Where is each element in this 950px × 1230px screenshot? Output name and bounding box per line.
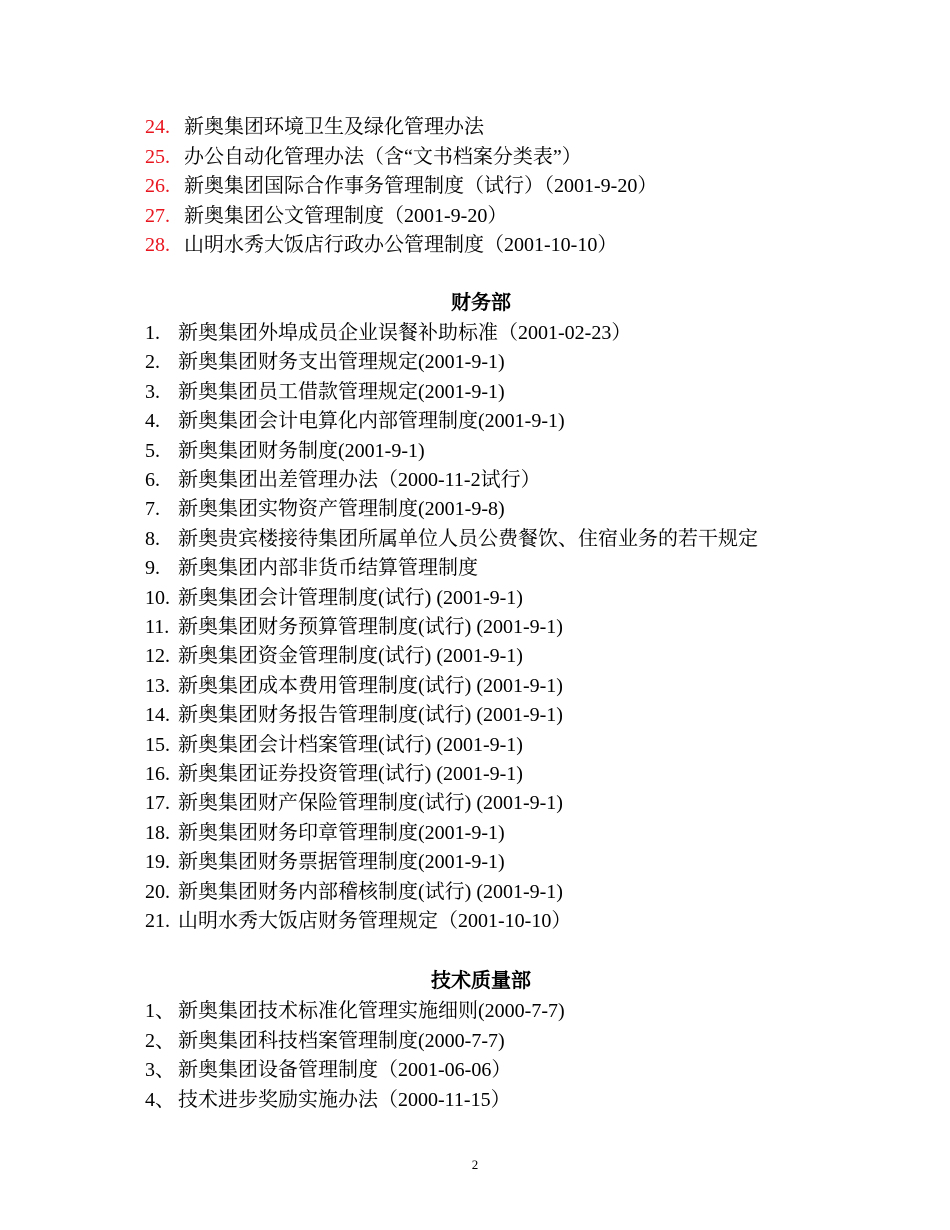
item-number: 26. <box>145 175 170 197</box>
section-heading-finance: 财务部 <box>451 292 511 314</box>
list-item <box>145 525 758 555</box>
section-heading-tech: 技术质量部 <box>431 970 531 992</box>
list-item <box>145 231 617 261</box>
item-text: 新奥集团财务制度(2001-9-1) <box>178 439 425 462</box>
item-text: 新奥集团实物资产管理制度(2001-9-8) <box>178 498 505 521</box>
item-text: 新奥集团员工借款管理规定(2001-9-1) <box>178 380 505 403</box>
item-text: 山明水秀大饭店行政办公管理制度（2001-10-10） <box>184 234 618 256</box>
item-text: 新奥集团财务报告管理制度(试行) (2001-9-1) <box>178 704 563 727</box>
item-text: 新奥集团技术标准化管理实施细则(2000-7-7) <box>178 1000 565 1022</box>
item-text: 新奥集团会计管理制度(试行) (2001-9-1) <box>178 586 523 609</box>
item-text: 新奥集团证券投资管理(试行) (2001-9-1) <box>178 763 523 785</box>
item-number: 25. <box>145 145 170 168</box>
item-text: 技术进步奖励实施办法（2000-11-15） <box>178 1088 511 1111</box>
list-item <box>145 466 541 496</box>
list-item <box>145 613 563 643</box>
item-number: 17. <box>145 792 170 815</box>
list-item <box>145 143 582 173</box>
item-text: 办公自动化管理办法（含“文书档案分类表”） <box>184 145 582 168</box>
list-item <box>145 1056 511 1086</box>
item-number: 4、 <box>145 1088 175 1111</box>
item-number: 10. <box>145 586 170 609</box>
item-text: 新奥集团会计档案管理(试行) (2001-9-1) <box>178 733 523 756</box>
item-number: 3、 <box>145 1059 175 1081</box>
item-text: 新奥集团成本费用管理制度(试行) (2001-9-1) <box>178 674 563 697</box>
item-number: 12. <box>145 645 170 668</box>
list-item <box>145 407 565 437</box>
item-text: 新奥集团公文管理制度（2001-9-20） <box>184 204 508 227</box>
item-text: 新奥集团财务内部稽核制度(试行) (2001-9-1) <box>178 880 563 903</box>
list-item <box>145 760 523 790</box>
item-text: 新奥贵宾楼接待集团所属单位人员公费餐饮、住宿业务的若干规定 <box>178 527 758 550</box>
list-item <box>145 878 563 908</box>
list-item <box>145 997 565 1027</box>
item-number: 20. <box>145 880 170 903</box>
item-text: 新奥集团环境卫生及绿化管理办法 <box>184 116 484 138</box>
item-text: 山明水秀大饭店财务管理规定（2001-10-10） <box>178 910 572 932</box>
list-item <box>145 348 505 378</box>
item-number: 15. <box>145 733 170 756</box>
item-text: 新奥集团财务支出管理规定(2001-9-1) <box>178 351 505 374</box>
item-number: 9. <box>145 557 160 580</box>
item-number: 7. <box>145 498 160 521</box>
list-item <box>145 172 657 202</box>
list-item <box>145 907 571 937</box>
item-text: 新奥集团财务印章管理制度(2001-9-1) <box>178 821 505 844</box>
list-item <box>145 584 523 614</box>
item-text: 新奥集团设备管理制度（2001-06-06） <box>178 1059 512 1081</box>
list-item <box>145 819 505 849</box>
item-number: 13. <box>145 674 170 697</box>
list-item <box>145 848 505 878</box>
item-text: 新奥集团资金管理制度(试行) (2001-9-1) <box>178 645 523 668</box>
item-text: 新奥集团外埠成员企业误餐补助标准（2001-02-23） <box>178 322 632 344</box>
list-item <box>145 437 425 467</box>
item-number: 18. <box>145 821 170 844</box>
item-number: 21. <box>145 910 170 932</box>
item-number: 27. <box>145 204 170 227</box>
item-number: 5. <box>145 439 160 462</box>
item-number: 1、 <box>145 1000 175 1022</box>
list-item <box>145 789 563 819</box>
item-number: 8. <box>145 527 160 550</box>
list-item <box>145 701 563 731</box>
item-number: 24. <box>145 116 170 138</box>
list-item <box>145 1027 505 1057</box>
item-number: 14. <box>145 704 170 727</box>
item-number: 1. <box>145 322 160 344</box>
list-item <box>145 672 563 702</box>
item-number: 4. <box>145 410 160 433</box>
list-item <box>145 554 478 584</box>
list-item <box>145 202 507 232</box>
item-text: 新奥集团科技档案管理制度(2000-7-7) <box>178 1029 505 1052</box>
item-number: 2. <box>145 351 160 374</box>
list-item <box>145 378 505 408</box>
list-item <box>145 495 505 525</box>
item-text: 新奥集团会计电算化内部管理制度(2001-9-1) <box>178 410 565 433</box>
item-text: 新奥集团国际合作事务管理制度（试行）（2001-9-20） <box>184 175 658 197</box>
list-item <box>145 113 484 143</box>
item-number: 6. <box>145 469 160 491</box>
item-number: 19. <box>145 851 170 874</box>
item-text: 新奥集团财务预算管理制度(试行) (2001-9-1) <box>178 616 563 638</box>
item-text: 新奥集团财产保险管理制度(试行) (2001-9-1) <box>178 792 563 815</box>
item-number: 28. <box>145 234 170 256</box>
list-item <box>145 1086 511 1116</box>
page-number: 2 <box>471 1157 479 1172</box>
item-text: 新奥集团内部非货币结算管理制度 <box>178 557 478 580</box>
item-number: 11. <box>145 616 170 638</box>
item-number: 3. <box>145 380 160 403</box>
list-item <box>145 319 631 349</box>
item-number: 2、 <box>145 1029 175 1052</box>
item-number: 16. <box>145 763 170 785</box>
list-item <box>145 642 523 672</box>
item-text: 新奥集团财务票据管理制度(2001-9-1) <box>178 851 505 874</box>
item-text: 新奥集团出差管理办法（2000-11-2试行） <box>178 469 541 491</box>
list-item <box>145 731 523 761</box>
